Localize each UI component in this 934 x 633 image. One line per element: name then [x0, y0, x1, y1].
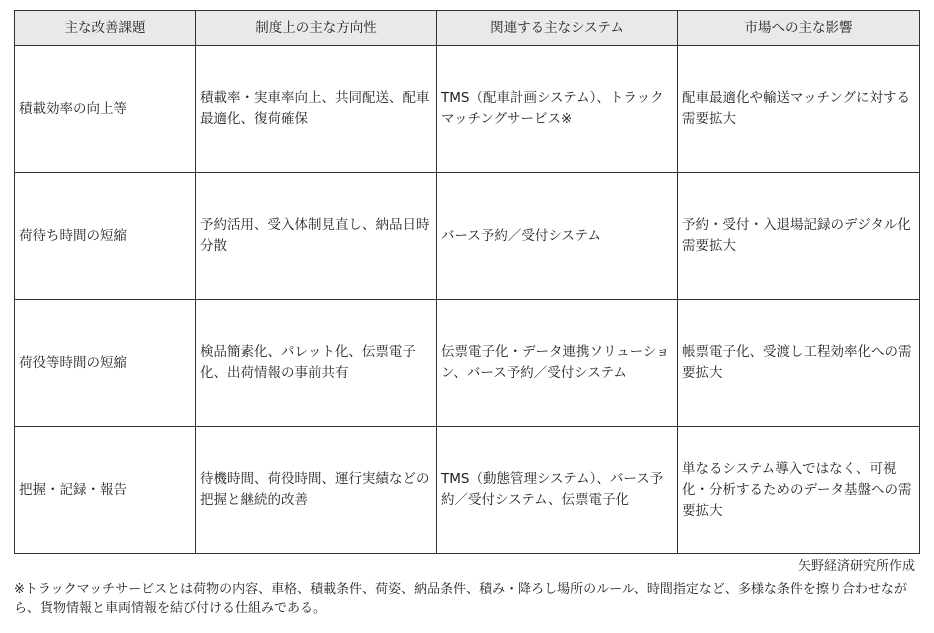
cell-issue: 積載効率の向上等	[15, 46, 196, 173]
source-credit: 矢野経済研究所作成	[797, 559, 915, 574]
cell-policy: 検品簡素化、パレット化、伝票電子化、出荷情報の事前共有	[196, 300, 437, 427]
cell-issue: 荷役等時間の短縮	[15, 300, 196, 427]
table-row	[15, 427, 920, 554]
cell-impact: 帳票電子化、受渡し工程効率化への需要拡大	[678, 300, 920, 427]
cell-impact: 予約・受付・入退場記録のデジタル化需要拡大	[678, 173, 920, 300]
table-header-row	[15, 11, 920, 46]
header-related-system: 関連する主なシステム	[437, 11, 678, 46]
cell-policy: 予約活用、受入体制見直し、納品日時分散	[196, 173, 437, 300]
cell-system: 伝票電子化・データ連携ソリューション、バース予約／受付システム	[437, 300, 678, 427]
cell-issue: 荷待ち時間の短縮	[15, 173, 196, 300]
header-policy-direction: 制度上の主な方向性	[196, 11, 437, 46]
cell-system: バース予約／受付システム	[437, 173, 678, 300]
cell-policy: 積載率・実車率向上、共同配送、配車最適化、復荷確保	[196, 46, 437, 173]
cell-policy: 待機時間、荷役時間、運行実績などの把握と継続的改善	[196, 427, 437, 554]
cell-impact: 単なるシステム導入ではなく、可視化・分析するためのデータ基盤への需要拡大	[678, 427, 920, 554]
table-row	[15, 173, 920, 300]
cell-system: TMS（動態管理システム）、バース予約／受付システム、伝票電子化	[437, 427, 678, 554]
header-market-impact: 市場への主な影響	[678, 11, 920, 46]
table-row	[15, 300, 920, 427]
cell-impact: 配車最適化や輸送マッチングに対する需要拡大	[678, 46, 920, 173]
table-row	[15, 46, 920, 173]
cell-system: TMS（配車計画システム）、トラックマッチングサービス※	[437, 46, 678, 173]
footnote: ※トラックマッチサービスとは荷物の内容、車格、積載条件、荷姿、納品条件、積み・降ろし場所のルール、時間指定など、多様な条件を擦り合わせながら、貨物情報と車両情報を結び付ける仕組みである。	[14, 582, 907, 616]
improvement-issues-table	[14, 10, 920, 554]
cell-issue: 把握・記録・報告	[15, 427, 196, 554]
header-improvement-issue: 主な改善課題	[15, 11, 196, 46]
